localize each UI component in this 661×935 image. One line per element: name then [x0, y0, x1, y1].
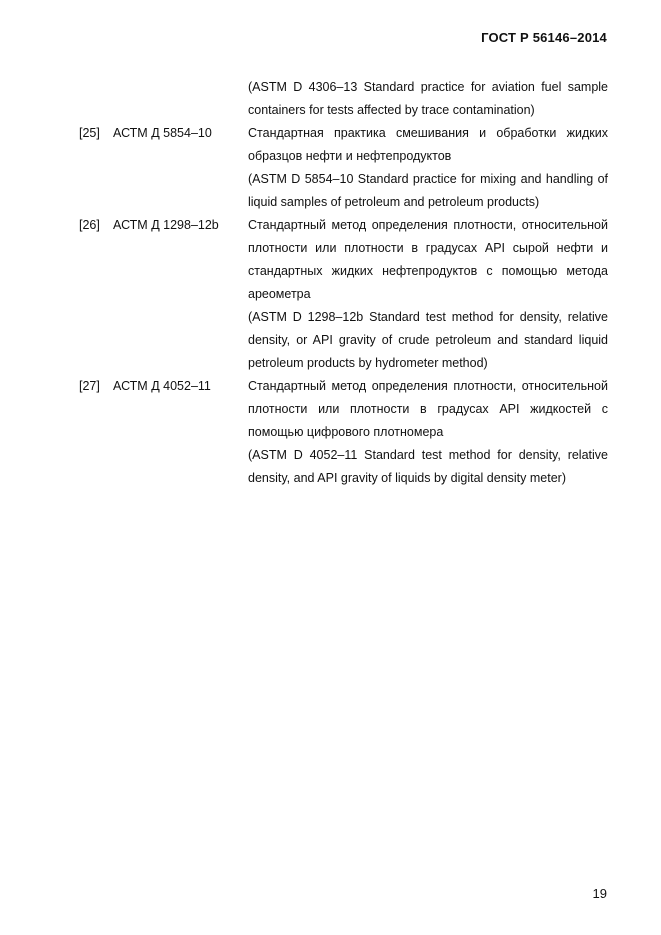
reference-item-24-continuation	[79, 76, 608, 122]
page-number: 19	[592, 886, 607, 901]
reference-russian-title: Стандартный метод определения плотности, относительной плотности или плотности в градусах API жидкостей с помощью цифрового плотномера	[248, 379, 608, 439]
reference-russian-title: Стандартная практика смешивания и обработки жидких образцов нефти и нефтепродуктов	[248, 126, 608, 163]
reference-item-25	[79, 122, 608, 214]
reference-item-26	[79, 214, 608, 375]
reference-body	[248, 122, 608, 214]
reference-english-title: (ASTM D 5854–10 Standard practice for mixing and handling of liquid samples of petroleum and petroleum products)	[248, 172, 608, 209]
reference-code: АСТМ Д 4052–11	[113, 379, 211, 393]
reference-body	[248, 76, 608, 122]
reference-body	[248, 375, 608, 490]
reference-item-27	[79, 375, 608, 490]
reference-list	[79, 76, 608, 490]
reference-english-title: (ASTM D 4052–11 Standard test method for density, relative density, and API gravity of liquids by digital density meter)	[248, 448, 608, 485]
reference-english-title: (ASTM D 1298–12b Standard test method for density, relative density, or API gravity of crude petroleum and standard liquid petroleum products by hydrometer method)	[248, 310, 608, 370]
document-header: ГОСТ Р 56146–2014	[481, 30, 607, 45]
reference-english-title: (ASTM D 4306–13 Standard practice for aviation fuel sample containers for tests affected by trace contamination)	[248, 80, 608, 117]
reference-body	[248, 214, 608, 375]
reference-number: [27]	[79, 379, 100, 393]
reference-number: [26]	[79, 218, 100, 232]
reference-code: АСТМ Д 5854–10	[113, 126, 212, 140]
reference-number: [25]	[79, 126, 100, 140]
reference-russian-title: Стандартный метод определения плотности, относительной плотности или плотности в градусах API сырой нефти и стандартных жидких нефтепродуктов с помощью метода ареометра	[248, 218, 608, 301]
reference-code: АСТМ Д 1298–12b	[113, 218, 219, 232]
